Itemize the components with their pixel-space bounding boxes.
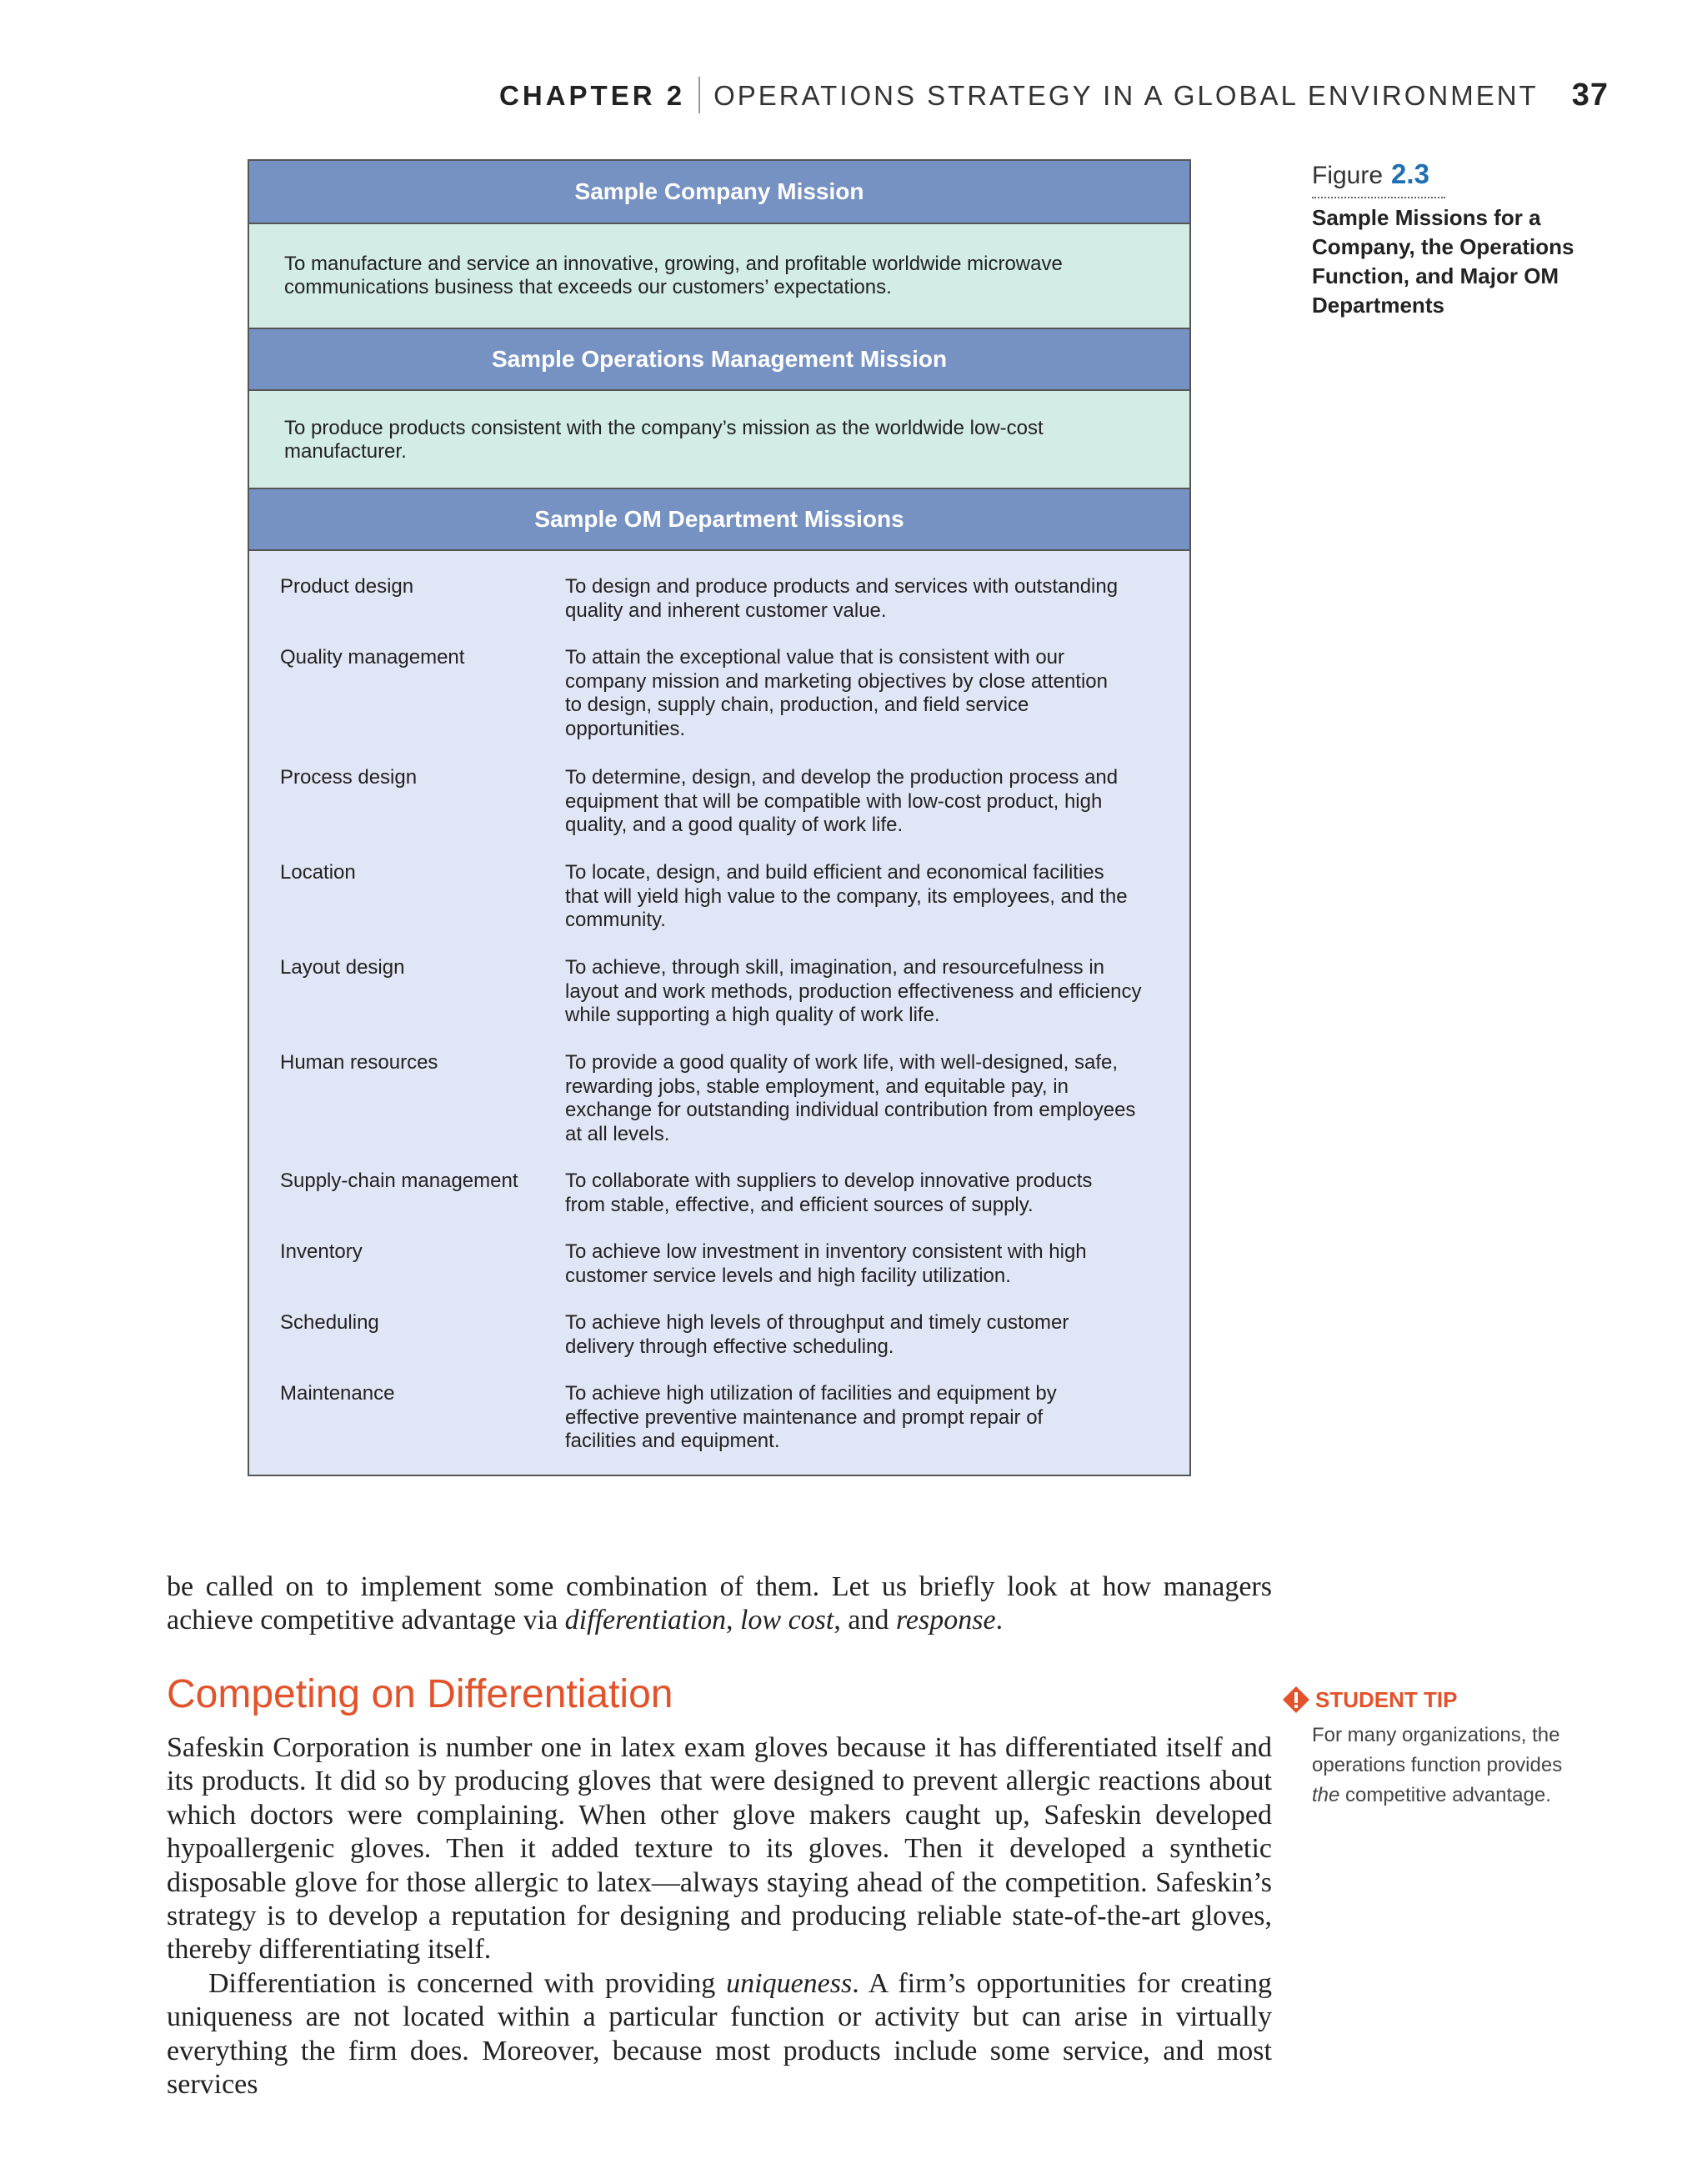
intro-text: be called on to implement some combination of them. Let us briefly look at how managers achieve competitive advantage via xyxy=(167,1571,1272,1636)
om-mission-statement: To produce products consistent with the company’s mission as the worldwide low-cost manufacturer. xyxy=(284,417,1044,463)
para2-emphasis: uniqueness xyxy=(726,1967,853,1999)
dept-name: Maintenance xyxy=(280,1382,395,1405)
figure-number: 2.3 xyxy=(1391,158,1429,189)
company-mission-title: Sample Company Mission xyxy=(249,161,1189,224)
dept-mission: To achieve high utilization of facilities and equipment by effective preventive maintenance and prompt repair of facilities and equipment. xyxy=(565,1382,1057,1452)
dept-name: Layout design xyxy=(280,956,405,979)
para2-text: Differentiation is concerned with providing xyxy=(208,1967,727,1999)
dept-name: Product design xyxy=(280,575,414,598)
dept-name: Supply-chain management xyxy=(280,1170,518,1192)
figure-label xyxy=(1312,158,1445,198)
dept-mission: To achieve low investment in inventory consistent with high customer service levels and high facility utilization. xyxy=(565,1240,1087,1287)
student-tip-label: STUDENT TIP xyxy=(1315,1686,1458,1712)
intro-paragraph xyxy=(167,1570,1272,1638)
student-tip-text xyxy=(1312,1721,1595,1811)
figure-label-word: Figure xyxy=(1312,162,1384,189)
paragraph-safeskin: Safeskin Corporation is number one in latex exam gloves because it has differentiated itself and its products. It did so by producing gloves that were designed to prevent allergic reactions about which doctors were complaining. When other glove makers caught up, Safeskin developed hypoallergenic gloves. Then it added texture to its gloves. Then it developed a synthetic disposable glove for those allergic to latex—always staying ahead of the competition. Safeskin’s strategy is to develop a reputation for designing and producing reliable state-of-the-art gloves, thereby differentiating itself. xyxy=(167,1732,1272,1966)
figure-caption: Sample Missions for a Company, the Operations Function, and Major OM Departments xyxy=(1312,205,1574,318)
dept-mission: To locate, design, and build efficient and economical facilities that will yield high value to the company, its employees, and the community. xyxy=(565,861,1128,931)
dept-mission: To collaborate with suppliers to develop innovative products from stable, effective, and efficient sources of supply. xyxy=(565,1170,1093,1216)
tip-text-end: competitive advantage. xyxy=(1339,1784,1551,1806)
om-mission-text xyxy=(249,391,1189,489)
intro-separator: , xyxy=(725,1605,740,1636)
dept-name: Scheduling xyxy=(280,1311,379,1334)
dept-mission: To design and produce products and services with outstanding quality and inherent customer value. xyxy=(565,575,1119,622)
dept-missions-title: Sample OM Department Missions xyxy=(249,488,1189,551)
mission-figure xyxy=(248,159,1191,1476)
intro-emphasis: differentiation xyxy=(564,1605,726,1636)
company-mission-statement: To manufacture and service an innovative, growing, and profitable worldwide microwave communications business that exceeds our customers’ expectations. xyxy=(284,253,1063,298)
dept-name: Process design xyxy=(280,766,418,789)
intro-end: . xyxy=(995,1605,1004,1636)
dept-mission: To attain the exceptional value that is consistent with our company mission and marketing objectives by close attention to design, supply chain, production, and field service opportunities. xyxy=(565,646,1108,740)
tip-text: For many organizations, the operations function provides xyxy=(1312,1724,1563,1776)
dept-name: Inventory xyxy=(280,1240,363,1263)
dept-name: Quality management xyxy=(280,646,465,669)
running-header xyxy=(0,77,1609,113)
alert-icon xyxy=(1282,1686,1310,1714)
chapter-label: CHAPTER 2 xyxy=(499,80,686,111)
dept-name: Location xyxy=(280,861,356,884)
intro-emphasis: low cost xyxy=(739,1605,834,1636)
intro-emphasis: response xyxy=(895,1605,996,1636)
dept-mission: To provide a good quality of work life, with well-designed, safe, rewarding jobs, stable employment, and equitable pay, in exchange for outstanding individual contribution from employees at all levels. xyxy=(565,1051,1136,1145)
para2-rest: . A firm’s opportunities for creating uniqueness are not located within a particular function or activity but can arise in virtually everything the firm does. Moreover, because most products include some service, and most services xyxy=(167,1967,1273,2101)
page-number: 37 xyxy=(1571,78,1609,113)
company-mission-text xyxy=(249,224,1189,328)
header-divider xyxy=(698,77,700,113)
om-mission-title: Sample Operations Management Mission xyxy=(249,328,1189,391)
chapter-title: OPERATIONS STRATEGY IN A GLOBAL ENVIRONMENT xyxy=(713,80,1539,111)
intro-separator: , and xyxy=(833,1605,896,1636)
student-tip-header xyxy=(1282,1686,1457,1714)
tip-emphasis: the xyxy=(1312,1784,1340,1806)
dept-mission: To achieve high levels of throughput and timely customer delivery through effective scheduling. xyxy=(565,1311,1069,1358)
section-body xyxy=(167,1731,1272,2101)
dept-name: Human resources xyxy=(280,1051,438,1074)
section-heading: Competing on Differentiation xyxy=(167,1672,673,1716)
dept-mission: To achieve, through skill, imagination, and resourcefulness in layout and work methods, production effectiveness and efficiency while supporting a high quality of work life. xyxy=(565,956,1142,1026)
dept-mission: To determine, design, and develop the production process and equipment that will be compatible with low-cost product, high quality, and a good quality of work life. xyxy=(565,766,1119,836)
paragraph-differentiation xyxy=(167,1967,1272,2102)
